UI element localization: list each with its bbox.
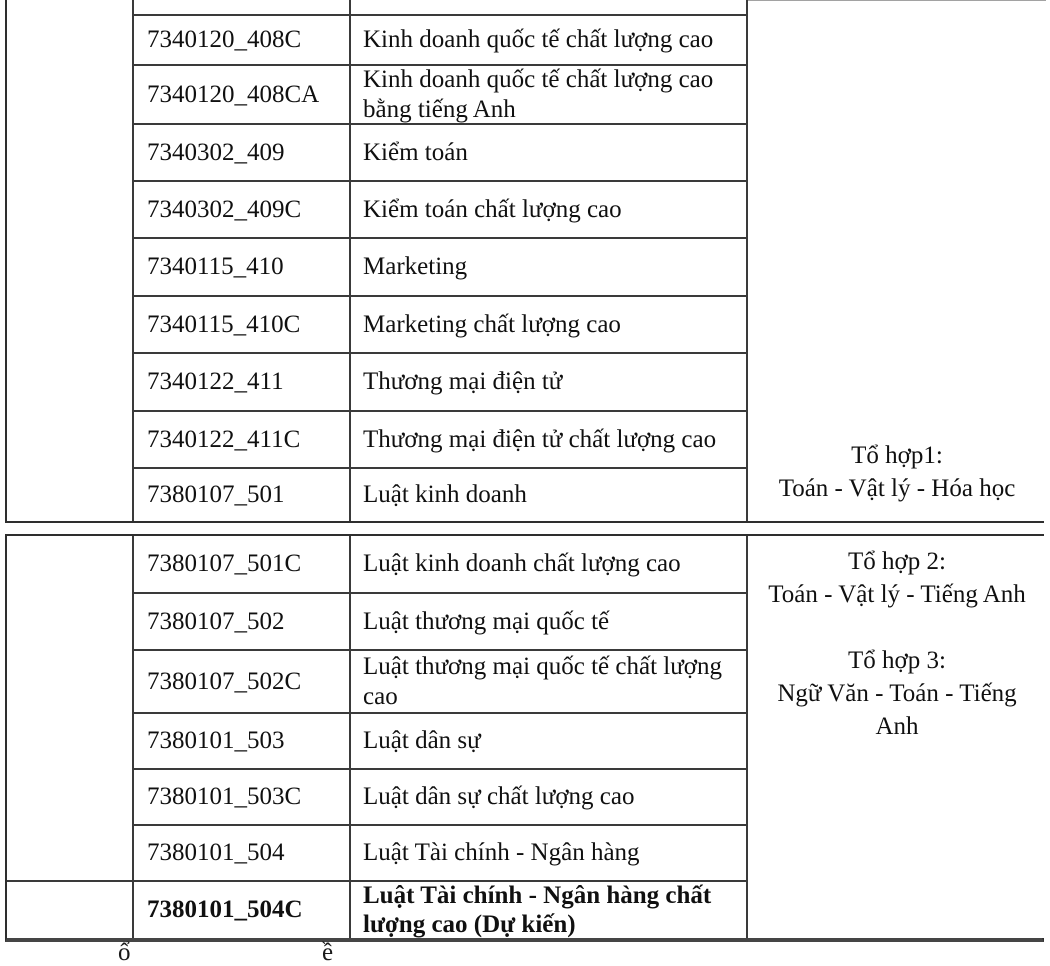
- program-name-cell: Kinh doanh quốc tế chất lượng cao bằng tiếng Anh: [351, 64, 748, 123]
- clipped-text-fragment: ề: [322, 939, 334, 966]
- program-name-cell: Luật thương mại quốc tế: [351, 592, 748, 649]
- code-cell: 7340120_408CA: [132, 64, 351, 123]
- program-name-cell: Luật thương mại quốc tế chất lượng cao: [351, 649, 748, 712]
- code-cell: 7340122_411C: [132, 410, 351, 467]
- combo-line: Toán - Vật lý - Hóa học: [778, 475, 1016, 502]
- program-name-cell: Thương mại điện tử: [351, 352, 748, 410]
- code-cell: 7380107_501C: [132, 536, 351, 592]
- code-cell: 7380101_503C: [132, 768, 351, 824]
- program-name-cell: Luật Tài chính - Ngân hàng: [351, 824, 748, 880]
- code-cell: 7340115_410C: [132, 295, 351, 352]
- program-name-cell: Luật dân sự: [351, 712, 748, 768]
- table1-combo-group-cell: [748, 0, 1046, 521]
- combo-line: Toán - Vật lý - Tiếng Anh: [768, 581, 1026, 608]
- combo-line: Anh: [875, 713, 919, 740]
- cutoff-code-cell: [132, 0, 351, 14]
- program-name-cell: Luật kinh doanh chất lượng cao: [351, 536, 748, 592]
- clipped-text-fragment: ổ: [118, 939, 131, 966]
- table2-left-empty-cell: [7, 536, 132, 880]
- code-cell: 7380101_503: [132, 712, 351, 768]
- program-name-cell-bold: Luật Tài chính - Ngân hàng chất lượng cao (Dự kiến): [351, 880, 748, 938]
- program-name-cell: Marketing chất lượng cao: [351, 295, 748, 352]
- program-name-cell: Luật dân sự chất lượng cao: [351, 768, 748, 824]
- cutoff-name-cell: [351, 0, 748, 14]
- combo-line: Tổ hợp1:: [851, 442, 943, 469]
- combo-line: Tổ hợp 2:: [848, 548, 946, 575]
- table-2: [5, 534, 1044, 942]
- program-name-cell: Marketing: [351, 237, 748, 295]
- program-name-cell: Kiểm toán chất lượng cao: [351, 180, 748, 237]
- program-name-cell: Luật kinh doanh: [351, 467, 748, 521]
- program-name-cell: Thương mại điện tử chất lượng cao: [351, 410, 748, 467]
- code-cell: 7340302_409: [132, 123, 351, 180]
- code-cell: 7340120_408C: [132, 14, 351, 64]
- code-cell: 7340302_409C: [132, 180, 351, 237]
- code-cell: 7380107_502C: [132, 649, 351, 712]
- table2-combo-group-cell: [748, 536, 1046, 938]
- code-cell: 7380107_501: [132, 467, 351, 521]
- combo-line: Ngữ Văn - Toán - Tiếng: [777, 680, 1017, 707]
- table-1: [5, 0, 1044, 523]
- code-cell: 7340122_411: [132, 352, 351, 410]
- table2-left-empty-cell-bottom: [7, 880, 132, 938]
- code-cell-bold: 7380101_504C: [132, 880, 351, 938]
- program-name-cell: Kiểm toán: [351, 123, 748, 180]
- program-name-cell: Kinh doanh quốc tế chất lượng cao: [351, 14, 748, 64]
- code-cell: 7380107_502: [132, 592, 351, 649]
- code-cell: 7380101_504: [132, 824, 351, 880]
- code-cell: 7340115_410: [132, 237, 351, 295]
- combo-line: Tổ hợp 3:: [848, 647, 946, 674]
- table1-left-empty-cell: [7, 0, 132, 521]
